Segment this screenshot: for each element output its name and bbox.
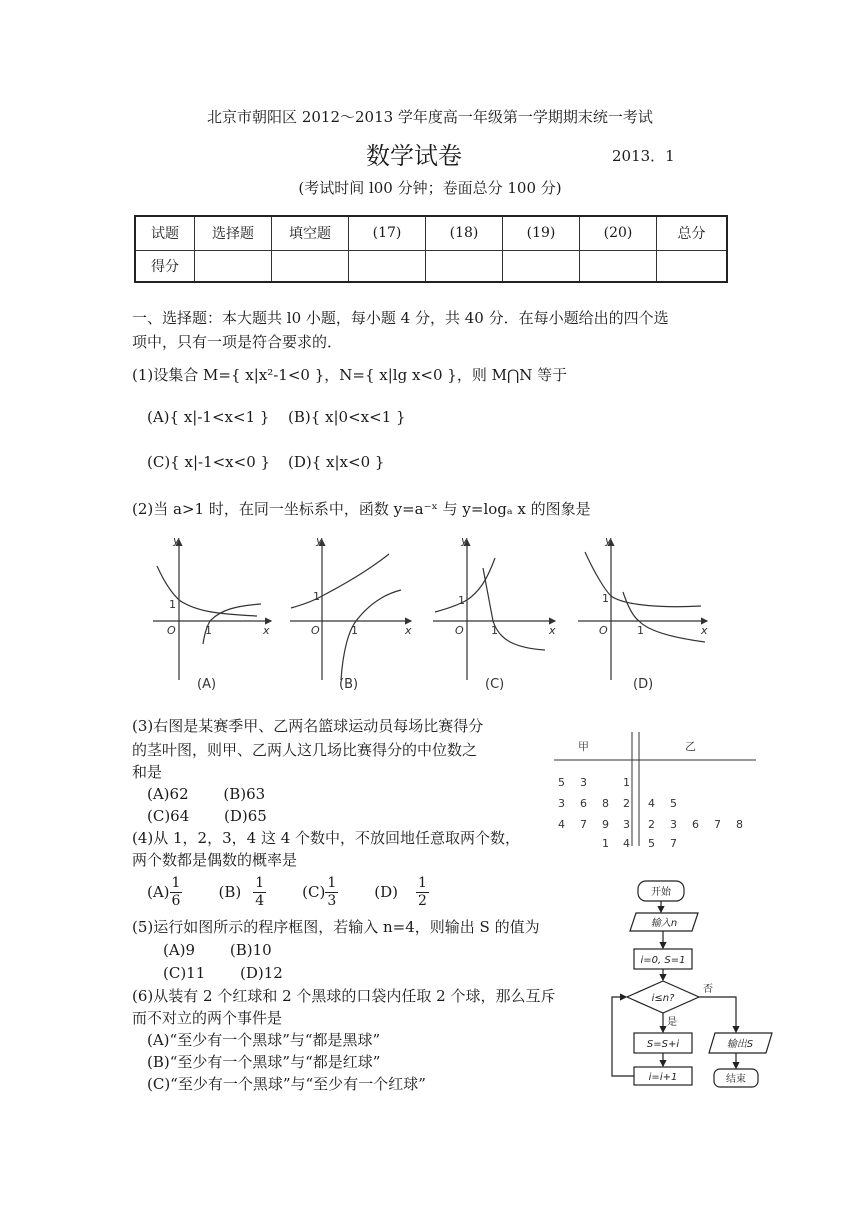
fraction-numerator: 1: [417, 875, 427, 892]
fraction-denominator: 3: [327, 892, 337, 909]
leaf-left: 7: [580, 818, 587, 831]
fraction-numerator: 1: [255, 875, 265, 892]
leaf-left: 3: [558, 797, 565, 810]
leaf-left: 6: [580, 797, 587, 810]
score-header-cell: 选择题: [195, 216, 272, 250]
q2-graphs: [145, 530, 725, 700]
score-header-cell: (18): [426, 216, 503, 250]
score-header-cell: 总分: [657, 216, 728, 250]
graph-d-label: (D): [633, 677, 654, 692]
graph-a-one-y: 1: [169, 598, 176, 611]
leaf-left: 4: [558, 818, 565, 831]
q6-line: (6)从装有 2 个红球和 2 个黑球的口袋内任取 2 个球，那么互斥: [132, 987, 556, 1005]
fraction-numerator: 1: [327, 875, 337, 892]
score-header-cell: 填空题: [272, 216, 349, 250]
graph-a-one-x: 1: [205, 624, 212, 637]
graph-d-x-label: x: [701, 624, 708, 637]
exam-date: 2013．1: [612, 147, 675, 165]
q1-stem: (1)设集合 M={ x|x²-1<0 }，N={ x|lg x<0 }，则 M⋂N 等于: [132, 366, 568, 384]
fraction-denominator: 4: [255, 892, 265, 909]
graph-b-y-label: y: [316, 534, 323, 547]
fraction: [253, 875, 266, 908]
q5-stem: (5)运行如图所示的程序框图，若输入 n=4，则输出 S 的值为: [132, 918, 540, 936]
q3-line: 和是: [132, 763, 163, 781]
fraction-denominator: 6: [171, 892, 181, 909]
q4-option-label: (B): [218, 883, 242, 901]
score-input-cell[interactable]: [272, 250, 349, 282]
graph-c-one-y: 1: [458, 594, 465, 607]
leaf-right: 5: [648, 837, 655, 850]
flow-end: 结束: [726, 1074, 746, 1085]
flow-output: 输出S: [726, 1039, 754, 1050]
stemleaf-left-title: 甲: [578, 740, 589, 753]
graph-a-label: (A): [197, 677, 217, 692]
q6-option-b: (B)“至少有一个黑球”与“都是红球”: [147, 1053, 381, 1071]
q4-line: 两个数都是偶数的概率是: [132, 851, 298, 869]
leaf-right: 3: [670, 818, 677, 831]
leaf-right: 8: [736, 818, 743, 831]
leaf-right: 7: [670, 837, 677, 850]
score-input-cell[interactable]: [349, 250, 426, 282]
score-header-cell: (20): [580, 216, 657, 250]
score-header-cell: (17): [349, 216, 426, 250]
score-input-cell[interactable]: [657, 250, 728, 282]
score-input-cell[interactable]: [426, 250, 503, 282]
section-intro-line: 项中，只有一项是符合要求的．: [132, 333, 343, 351]
leaf-left: 8: [602, 797, 609, 810]
graph-b-one-y: 1: [313, 590, 320, 603]
q6-option-a: (A)“至少有一个黑球”与“都是黑球”: [147, 1031, 381, 1049]
graph-d-one-y: 1: [602, 592, 609, 605]
graph-c-origin: O: [455, 624, 464, 637]
flow-body: S=S+i: [646, 1039, 680, 1050]
leaf-left: 3: [580, 776, 587, 789]
stemleaf-right-title: 乙: [685, 740, 696, 753]
stem-leaf-plot: [550, 730, 760, 850]
q5-options-cd: (C)11 (D)12: [163, 964, 283, 982]
stem: 2: [623, 797, 630, 810]
flow-yes-label: 是: [667, 1017, 677, 1028]
q3-options-ab: (A)62 (B)63: [147, 785, 266, 803]
score-header-cell: 试题: [135, 216, 195, 250]
flow-increment: i=i+1: [648, 1072, 678, 1083]
leaf-left: 9: [602, 818, 609, 831]
graph-d-origin: O: [599, 624, 608, 637]
score-input-cell[interactable]: [580, 250, 657, 282]
exam-title: 数学试卷: [366, 142, 462, 170]
stem: 3: [623, 818, 630, 831]
graph-a-origin: O: [167, 624, 176, 637]
leaf-right: 7: [714, 818, 721, 831]
leaf-left: 1: [602, 837, 609, 850]
q4-option-label: (A): [147, 883, 170, 901]
q5-options-ab: (A)9 (B)10: [163, 941, 272, 959]
flow-start: 开始: [651, 887, 671, 898]
q1-option-d: (D){ x|x<0 }: [288, 453, 385, 471]
score-row-label: 得分: [135, 250, 195, 282]
flow-condition: i≤n?: [651, 993, 675, 1004]
q4-line: (4)从 1，2，3，4 这 4 个数中，不放回地任意取两个数，: [132, 829, 521, 847]
q4-option-label: (D): [374, 883, 398, 901]
graph-b-one-x: 1: [351, 624, 358, 637]
q4-option-label: (C): [302, 883, 326, 901]
flow-init: i=0, S=1: [640, 955, 686, 966]
graph-c-x-label: x: [549, 624, 556, 637]
q3-options-cd: (C)64 (D)65: [147, 807, 267, 825]
flow-input: 输入n: [650, 918, 678, 929]
section-intro-line: 一、选择题：本大题共 l0 小题，每小题 4 分，共 40 分．在每小题给出的四个选: [132, 309, 669, 327]
leaf-right: 4: [648, 797, 655, 810]
q2-stem: (2)当 a>1 时，在同一坐标系中，函数 y=a⁻ˣ 与 y=logₐ x 的图象是: [132, 500, 591, 518]
stem: 4: [623, 837, 630, 850]
graph-b-x-label: x: [405, 624, 412, 637]
flow-no-label: 否: [703, 984, 713, 995]
flowchart: [600, 875, 775, 1097]
graph-c-one-x: 1: [491, 624, 498, 637]
q1-option-c: (C){ x|-1<x<0 }: [147, 453, 271, 471]
q4-options: [147, 870, 429, 914]
q3-line: (3)右图是某赛季甲、乙两名篮球运动员每场比赛得分: [132, 717, 484, 735]
fraction: [416, 875, 429, 908]
score-table: [134, 215, 728, 283]
q6-option-c: (C)“至少有一个黑球”与“至少有一个红球”: [147, 1075, 426, 1093]
q6-line: 而不对立的两个事件是: [132, 1009, 283, 1027]
q1-option-b: (B){ x|0<x<1 }: [288, 408, 406, 426]
fraction-numerator: 1: [171, 875, 181, 892]
graph-c-y-label: y: [461, 534, 468, 547]
graph-d-y-label: y: [605, 534, 612, 547]
leaf-right: 2: [648, 818, 655, 831]
graph-b-label: (B): [339, 677, 359, 692]
fraction: [325, 875, 338, 908]
leaf-right: 6: [692, 818, 699, 831]
leaf-right: 5: [670, 797, 677, 810]
fraction-denominator: 2: [417, 892, 427, 909]
score-header-cell: (19): [503, 216, 580, 250]
graph-a-x-label: x: [263, 624, 270, 637]
graph-b-origin: O: [311, 624, 320, 637]
stem: 1: [623, 776, 630, 789]
score-input-cell[interactable]: [195, 250, 272, 282]
graph-d-one-x: 1: [637, 624, 644, 637]
graph-c-label: (C): [485, 677, 505, 692]
exam-header-line: 北京市朝阳区 2012～2013 学年度高一年级第一学期期末统一考试: [207, 108, 653, 126]
graph-a-y-label: y: [173, 534, 180, 547]
exam-subtitle: (考试时间 l00 分钟；卷面总分 100 分): [298, 179, 562, 197]
q3-line: 的茎叶图，则甲、乙两人这几场比赛得分的中位数之: [132, 741, 478, 759]
q1-option-a: (A){ x|-1<x<1 }: [147, 408, 270, 426]
fraction: [170, 875, 183, 908]
leaf-left: 5: [558, 776, 565, 789]
score-input-cell[interactable]: [503, 250, 580, 282]
